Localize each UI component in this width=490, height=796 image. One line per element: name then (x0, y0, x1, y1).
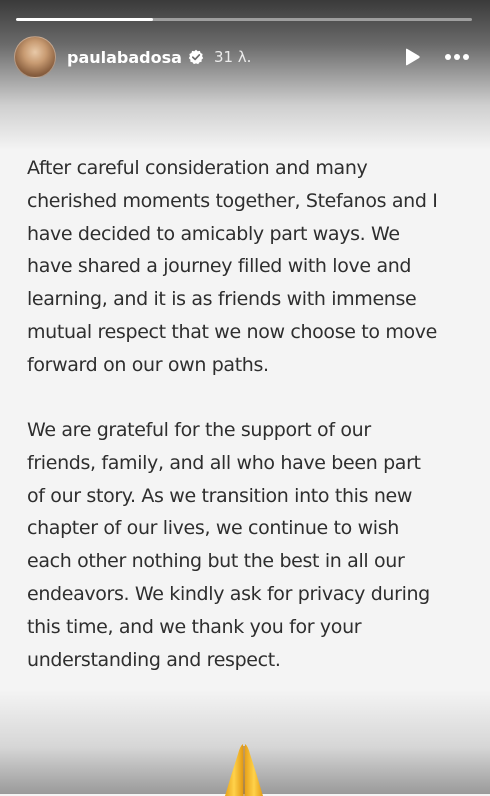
more-horizontal-icon[interactable] (444, 53, 470, 61)
message-line: chapter of our lives, we continue to wish (27, 517, 399, 540)
story-progress-bar (16, 18, 472, 21)
message-line: of our story. As we transition into this new (27, 484, 413, 507)
message-paragraph-2 (27, 414, 467, 676)
message-paragraph-1 (27, 152, 467, 382)
folded-hands-emoji (219, 740, 269, 796)
story-header (14, 36, 476, 78)
message-line: mutual respect that we now choose to move (27, 320, 438, 343)
message-line: have decided to amicably part ways. We (27, 222, 400, 245)
message-line: this time, and we thank you for your (27, 615, 362, 638)
message-line: endeavors. We kindly ask for privacy during (27, 582, 430, 605)
message-line: cherished moments together, Stefanos and I (27, 189, 438, 212)
message-line: understanding and respect. (27, 648, 281, 671)
message-line: learning, and it is as friends with immense (27, 288, 417, 311)
avatar[interactable] (14, 36, 56, 78)
message-line: forward on our own paths. (27, 353, 269, 376)
post-time: 31 λ. (213, 48, 252, 66)
username[interactable]: paulabadosa (67, 47, 182, 67)
play-icon[interactable] (402, 47, 422, 67)
message-line: each other nothing but the best in all our (27, 550, 405, 573)
message-line: friends, family, and all who have been part (27, 451, 421, 474)
story-progress-fill (16, 18, 153, 21)
verified-badge-icon (188, 49, 204, 65)
message-line: After careful consideration and many (27, 157, 368, 179)
message-line: have shared a journey filled with love and (27, 255, 412, 278)
message-line: We are grateful for the support of our (27, 419, 371, 441)
